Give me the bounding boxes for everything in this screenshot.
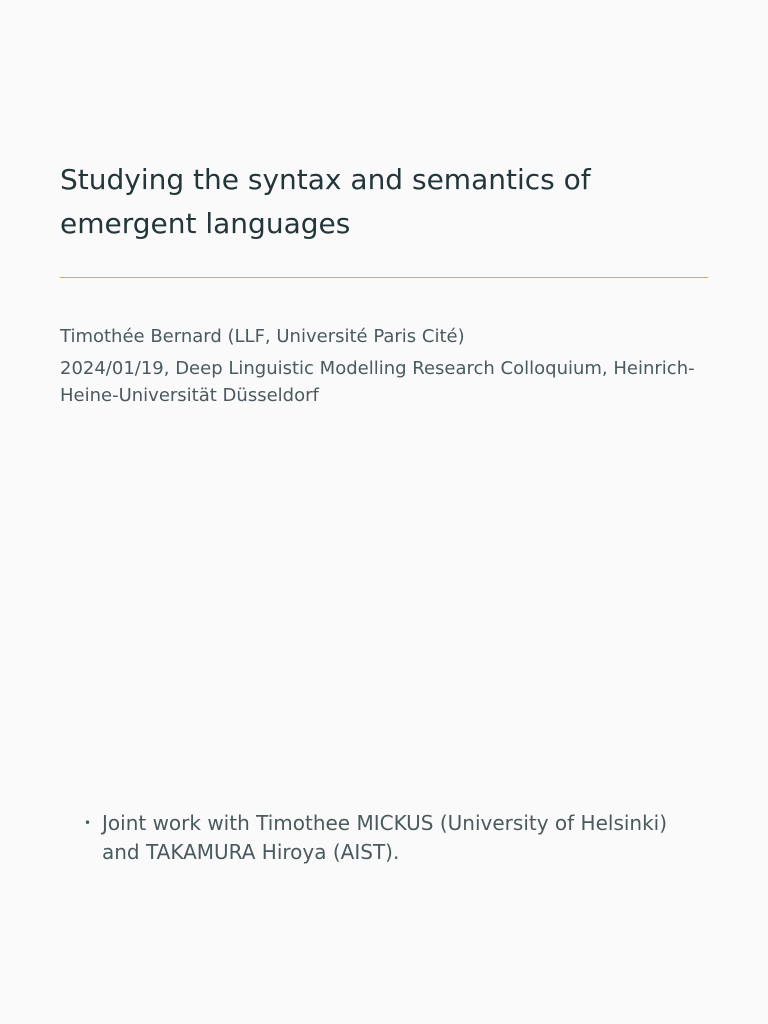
slide-title: Studying the syntax and semantics of emergent languages [60, 163, 591, 240]
list-item [84, 809, 704, 867]
title-divider [60, 277, 708, 278]
author-line: Timothée Bernard (LLF, Université Paris Cité) [60, 326, 465, 347]
notes-list [84, 809, 704, 867]
event-line: 2024/01/19, Deep Linguistic Modelling Research Colloquium, Heinrich-Heine-Universität Düsseldorf [60, 358, 695, 406]
bullet-icon: • [84, 816, 92, 830]
note-text: Joint work with Timothee MICKUS (University of Helsinki) and TAKAMURA Hiroya (AIST). [102, 811, 668, 864]
